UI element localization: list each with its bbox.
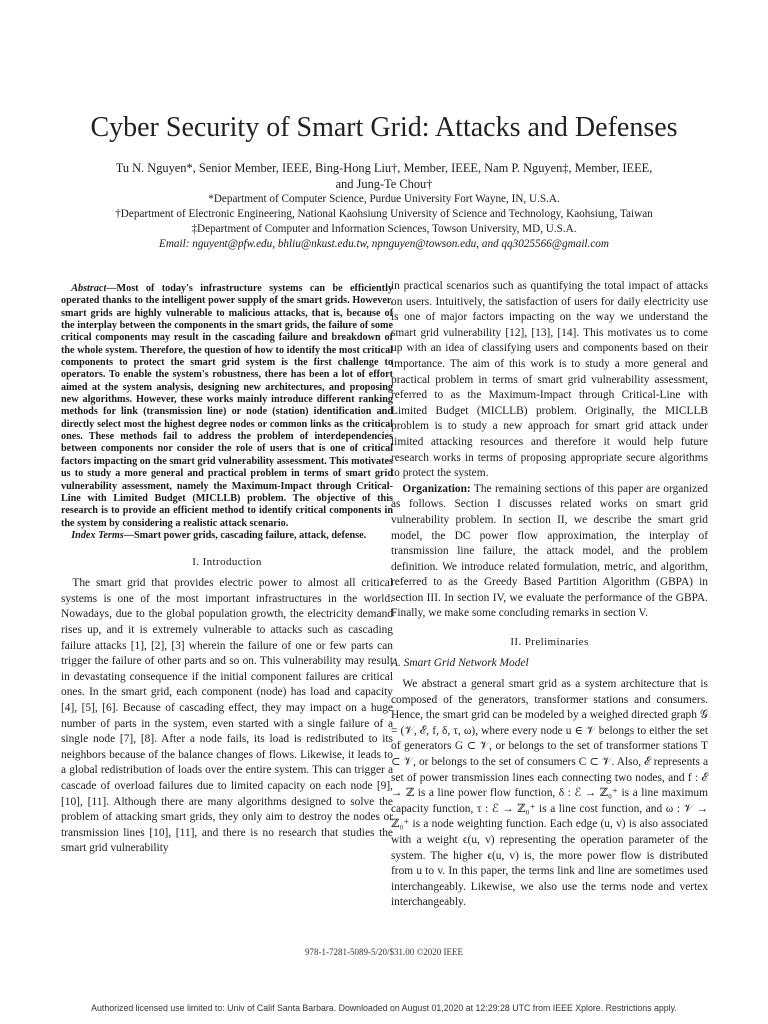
index-terms-text: —Smart power grids, cascading failure, attack, defense. <box>123 529 367 541</box>
author-block <box>40 160 728 252</box>
affiliation-1: *Department of Computer Science, Purdue University Fort Wayne, IN, U.S.A. <box>208 193 560 205</box>
abstract <box>61 283 393 530</box>
license-footer: Authorized licensed use limited to: Univ of Calif Santa Barbara. Downloaded on August 01,2020 at 12:29:28 UTC from IEEE Xplore. Restrictions apply. <box>91 1003 677 1013</box>
index-terms-label: Index Terms <box>71 529 124 541</box>
section-heading-preliminaries: II. Preliminaries <box>510 636 589 649</box>
subsection-heading-network-model: A. Smart Grid Network Model <box>391 657 529 670</box>
organization-text: The remaining sections of this paper are organized as follows. Section I discusses related works on smart grid vulnerability problem. In section II, we describe the smart grid model, the DC power flow approximation, the interplay of transmission line failure, the attack model, and the problem definition. We introduce related formulation, metric, and algorithm, referred to as the Greedy Based Partition Algorithm (GBPA) in section III. In section IV, we evaluate the performance of the GBPA. Finally, we make some concluding remarks in section V. <box>391 482 708 620</box>
affiliation-3: ‡Department of Computer and Information Sciences, Towson University, MD, U.S.A. <box>191 223 577 235</box>
authors-line-1: Tu N. Nguyen*, Senior Member, IEEE, Bing-Hong Liu†, Member, IEEE, Nam P. Nguyen‡, Member, IEEE, <box>115 161 653 175</box>
organization-label: Organization: <box>402 482 471 495</box>
paper-title: Cyber Security of Smart Grid: Attacks and Defenses <box>90 112 678 143</box>
section-heading-introduction: I. Introduction <box>192 556 262 569</box>
index-terms <box>61 530 393 542</box>
abstract-text: —Most of today's infrastructure systems can be efficiently operated thanks to the intelligent power supply of the smart grids. However, smart grids are highly vulnerable to malicious attacks, that is, because of the interplay between the components in the smart grids, the failure of some critical components may result in the cascading failure and breakdown of the whole system. Therefore, the question of how to identify the most critical components to protect the smart grid system is the first challenge to operators. To enable the system's robustness, there has been a lot of effort aimed at the system analysis, designing new architectures, and proposing new algorithms. However, these works mainly introduce different ranking methods for link (transmission line) or node (station) identification and directly select most the highest degree nodes or common links as the critical ones. These methods fail to address the problem of interdependencies between components nor consider the role of users that is one of critical factors impacting on the smart grid vulnerability assessment. This motivates us to study a more general and practical problem in terms of smart grid vulnerability assessment, namely the Maximum-Impact through Critical-Line with Limited Budget (MICLLB) problem. The objective of this research is to provide an efficient method to identify critical components in the system by considering a realistic attack scenario. <box>61 283 393 529</box>
copyright-footer: 978-1-7281-5089-5/20/$31.00 ©2020 IEEE <box>304 947 464 957</box>
email-line: Email: nguyent@pfw.edu, bhliu@nkust.edu.tw, npnguyen@towson.edu, and qq3025566@gmail.com <box>159 238 609 250</box>
affiliation-2: †Department of Electronic Engineering, National Kaohsiung University of Science and Technology, Kaohsiung, Taiwan <box>115 208 653 220</box>
authors-line-2: and Jung-Te Chou† <box>335 177 433 191</box>
organization-paragraph <box>391 482 708 622</box>
network-model-paragraph: We abstract a general smart grid as a system architecture that is composed of the generators, transformer stations and consumers. Hence, the smart grid can be modeled by a weighed directed graph 𝒢 = (𝒱, ℰ, f, δ, τ, ω), where every node u ∈ 𝒱 belongs to either the set of generators G ⊂ 𝒱, or belongs to the set of transformer stations T ⊂ 𝒱, or belongs to the set of consumers C ⊂ 𝒱. Also, ℰ represents a set of power transmission lines each connecting two nodes, and f : ℰ → ℤ is a line power flow function, δ : ℰ → ℤ₀⁺ is a line maximum capacity function, τ : ℰ → ℤ₀⁺ is a line cost function, and ω : 𝒱 → ℤ₀⁺ is a node weighting function. Each edge (u, v) is also associated with a weight ϵ(u, v) representing the operation parameter of the system. The higher ϵ(u, v) is, the more power flow is distributed from u to v. In this paper, the terms link and line are sometimes used interchangeably. Likewise, we also use the terms node and vertex interchangeably. <box>391 678 708 909</box>
continued-paragraph: in practical scenarios such as quantifying the total impact of attacks on users. Intuitively, the satisfaction of users for daily electricity use is one of major factors impacting on the way we understand the smart grid vulnerability [12], [13], [14]. This motivates us to come up with an idea of classifying users and components based on their importance. The aim of this work is to study a more general and practical problem in terms of smart grid vulnerability assessment, referred to as the Maximum-Impact through Critical-Line with Limited Budget (MICLLB) problem. Originally, the MICLLB problem is to study a new approach for smart grid attack under limited attacking resources and therefore it would help future research works in terms of proposing appropriate secure algorithms to protect the system. <box>391 280 708 480</box>
introduction-paragraph: The smart grid that provides electric power to almost all critical systems is one of the most important infrastructures in the world. Nowadays, due to the global population growth, the electricity demand rises up, and it is extremely vulnerable to attacks such as cascading failure attacks [1], [2], [3] wherein the failure of one or few parts can trigger the failure of other parts and so on. This vulnerability may result in devastating consequence if the initial component failures are critical ones. In the smart grid, each component (node) has load and capacity [4], [5], [6]. Because of cascading effect, they may impact on a huge number of parts in the system, even started with a single failure of a single node [7], [8]. After a node fails, its load is redistributed to its neighbors because of the balance changes of flows. Likewise, it leads to a global redistribution of loads over the entire system. This can trigger a cascade of overload failures due to limited capacity on each node [9], [10], [11]. Although there are many algorithms designed to solve the problem of attacking smart grids, they only aim to destroy the nodes or transmission lines [10], [11], and there is no research that studies the smart grid vulnerability <box>61 577 393 855</box>
left-column <box>61 283 393 857</box>
abstract-label: Abstract <box>71 283 107 294</box>
right-column <box>391 279 708 911</box>
